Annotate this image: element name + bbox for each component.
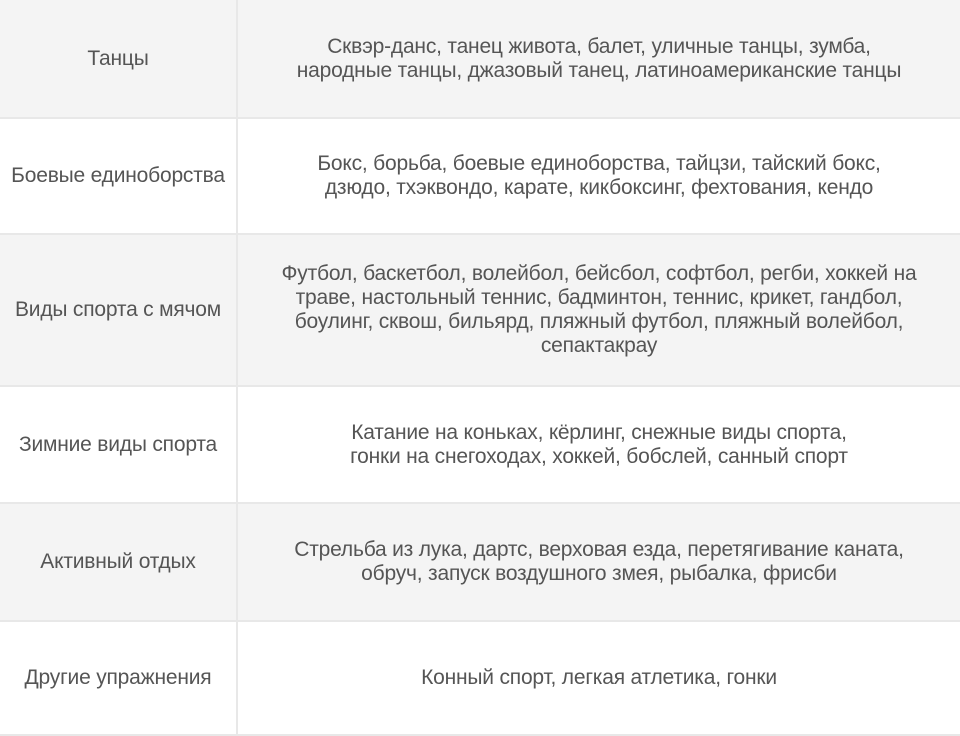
activities-cell [237, 503, 960, 621]
activities-line: боулинг, сквош, бильярд, пляжный футбол, пляжный волейбол, [294, 310, 904, 333]
activities-cell [237, 386, 960, 503]
category-cell: Танцы [0, 0, 237, 118]
activities-line: траве, настольный теннис, бадминтон, теннис, крикет, гандбол, [295, 286, 903, 309]
activities-line: гонки на снегоходах, хоккей, бобслей, санный спорт [350, 444, 848, 468]
activities-line: народные танцы, джазовый танец, латиноамериканские танцы [296, 58, 902, 82]
activities-cell [237, 234, 960, 386]
table-row [0, 234, 960, 386]
table-row [0, 0, 960, 118]
activities-line: Катание на коньках, кёрлинг, снежные виды спорта, [351, 420, 847, 444]
activities-line: Бокс, борьба, боевые единоборства, тайцзи, тайский бокс, [317, 152, 881, 175]
activities-line: Сквэр-данс, танец живота, балет, уличные танцы, зумба, [327, 34, 871, 58]
category-cell: Боевые единоборства [0, 118, 237, 234]
category-cell: Другие упражнения [0, 621, 237, 735]
table-row [0, 386, 960, 503]
category-cell: Зимние виды спорта [0, 386, 237, 503]
activities-cell [237, 621, 960, 735]
activities-line: сепактакрау [540, 334, 658, 357]
activities-line: дзюдо, тхэквондо, карате, кикбоксинг, фехтования, кендо [324, 176, 874, 199]
activities-cell [237, 118, 960, 234]
activities-line: Конный спорт, легкая атлетика, гонки [421, 666, 777, 689]
table-row [0, 118, 960, 234]
category-cell: Активный отдых [0, 503, 237, 621]
category-cell: Виды спорта с мячом [0, 234, 237, 386]
activities-line: Футбол, баскетбол, волейбол, бейсбол, софтбол, регби, хоккей на [281, 262, 917, 285]
activities-line: Стрельба из лука, дартс, верховая езда, перетягивание каната, [294, 538, 904, 561]
table-row [0, 621, 960, 735]
table-row [0, 503, 960, 621]
activities-cell [237, 0, 960, 118]
activities-line: обруч, запуск воздушного змея, рыбалка, фрисби [361, 562, 837, 585]
